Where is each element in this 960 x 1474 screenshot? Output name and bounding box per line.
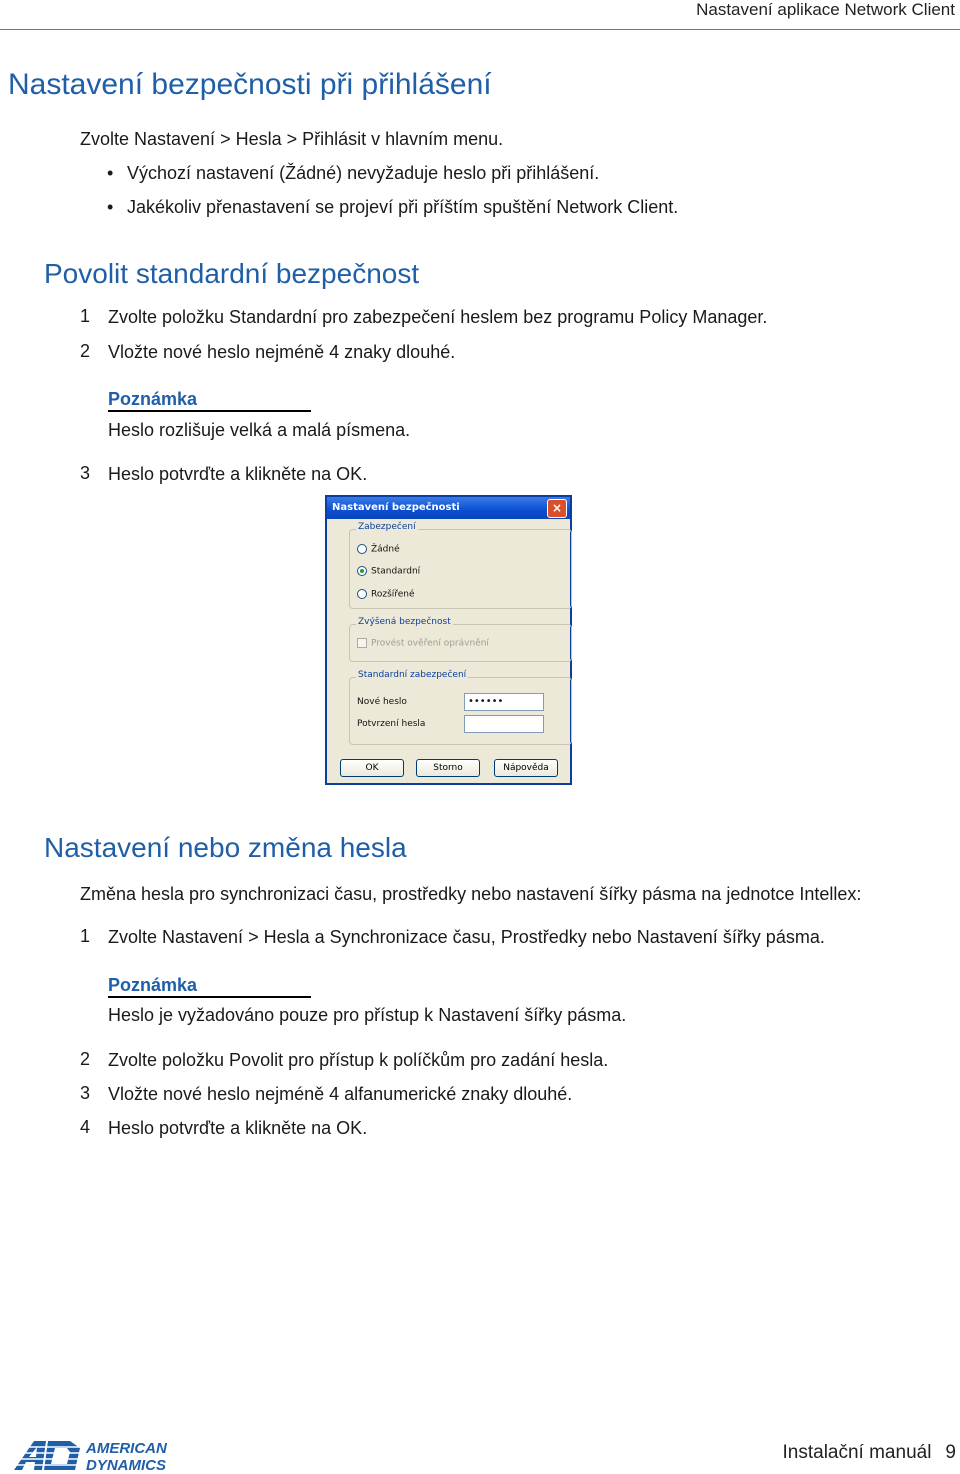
step-number: 4	[80, 1117, 91, 1137]
section3-intro: Změna hesla pro synchronizaci času, prostředky nebo nastavení šířky pásma na jednotce Intellex:	[80, 884, 862, 904]
verify-permission-label: Provést ověření oprávnění	[371, 638, 489, 649]
step-text: Zvolte Nastavení > Hesla a Synchronizace času, Prostředky nebo Nastavení šířky pásma.	[108, 927, 825, 947]
radio-standard-icon	[357, 566, 367, 576]
new-password-label: Nové heslo	[357, 697, 407, 707]
note-rule	[108, 996, 311, 998]
american-dynamics-logo	[12, 1438, 217, 1472]
new-password-input[interactable]: ••••••	[464, 693, 544, 711]
manual-title: Instalační manuál	[782, 1442, 932, 1463]
section1-intro: Zvolte Nastavení > Hesla > Přihlásit v hlavním menu.	[80, 129, 504, 149]
running-header: Nastavení aplikace Network Client	[696, 0, 955, 19]
logo-text-line1: AMERICAN	[86, 1440, 167, 1457]
step-text: Zvolte položku Povolit pro přístup k políčkům pro zadání hesla.	[108, 1050, 609, 1070]
dialog-title: Nastavení bezpečnosti	[332, 502, 460, 513]
step-text: Vložte nové heslo nejméně 4 znaky dlouhé.	[108, 342, 456, 362]
step-number: 2	[80, 341, 91, 361]
radio-none-label: Žádné	[371, 544, 400, 555]
note-rule	[108, 410, 311, 412]
header-rule	[0, 29, 960, 30]
bullet-item: • Výchozí nastavení (Žádné) nevyžaduje heslo při přihlášení.	[127, 162, 599, 184]
radio-standard-label: Standardní	[371, 566, 421, 577]
cancel-button[interactable]: Storno	[416, 759, 480, 777]
radio-extended-label: Rozšířené	[371, 589, 415, 600]
security-group-label: Zabezpečení	[358, 522, 416, 532]
standard-security-group	[349, 670, 572, 745]
note-text: Heslo rozlišuje velká a malá písmena.	[108, 420, 411, 440]
logo-text-line2: DYNAMICS	[86, 1457, 167, 1472]
extended-security-group	[349, 617, 572, 662]
radio-extended[interactable]	[357, 589, 415, 600]
footer	[769, 1442, 957, 1464]
dialog-titlebar	[327, 497, 570, 519]
note-text: Heslo je vyžadováno pouze pro přístup k Nastavení šířky pásma.	[108, 1005, 627, 1025]
section-title-login-security: Nastavení bezpečnosti při přihlášení	[8, 68, 492, 101]
step-text: Heslo potvrďte a klikněte na OK.	[108, 1118, 368, 1138]
standard-security-group-label: Standardní zabezpečení	[358, 670, 467, 680]
step-number: 3	[80, 1083, 91, 1103]
section-title-standard-security: Povolit standardní bezpečnost	[44, 258, 420, 289]
radio-standard[interactable]	[357, 566, 420, 577]
ok-button[interactable]: OK	[340, 759, 404, 777]
step-text: Vložte nové heslo nejméně 4 alfanumerické znaky dlouhé.	[108, 1084, 573, 1104]
radio-none-icon	[357, 544, 367, 554]
checkbox-icon	[357, 638, 367, 648]
verify-permission-checkbox[interactable]	[357, 638, 489, 649]
page-number: 9	[945, 1442, 956, 1463]
security-group	[349, 522, 572, 609]
extended-security-group-label: Zvýšená bezpečnost	[358, 617, 451, 627]
step-text: Heslo potvrďte a klikněte na OK.	[108, 464, 368, 484]
step-text: Zvolte položku Standardní pro zabezpečení heslem bez programu Policy Manager.	[108, 307, 768, 327]
note-label: Poznámka	[108, 975, 198, 995]
bullet-item: • Jakékoliv přenastavení se projeví při příštím spuštění Network Client.	[127, 196, 678, 218]
confirm-password-input[interactable]	[464, 715, 544, 733]
step-number: 3	[80, 463, 91, 483]
confirm-password-label: Potvrzení hesla	[357, 719, 426, 729]
step-number: 2	[80, 1049, 91, 1069]
step-number: 1	[80, 306, 91, 326]
close-button[interactable]: ×	[547, 499, 567, 518]
radio-none[interactable]	[357, 544, 400, 555]
section-title-password-change: Nastavení nebo změna hesla	[44, 832, 407, 863]
radio-extended-icon	[357, 589, 367, 599]
security-settings-dialog	[325, 495, 572, 785]
note-label: Poznámka	[108, 389, 198, 409]
help-button[interactable]: Nápověda	[494, 759, 558, 777]
step-number: 1	[80, 926, 91, 946]
